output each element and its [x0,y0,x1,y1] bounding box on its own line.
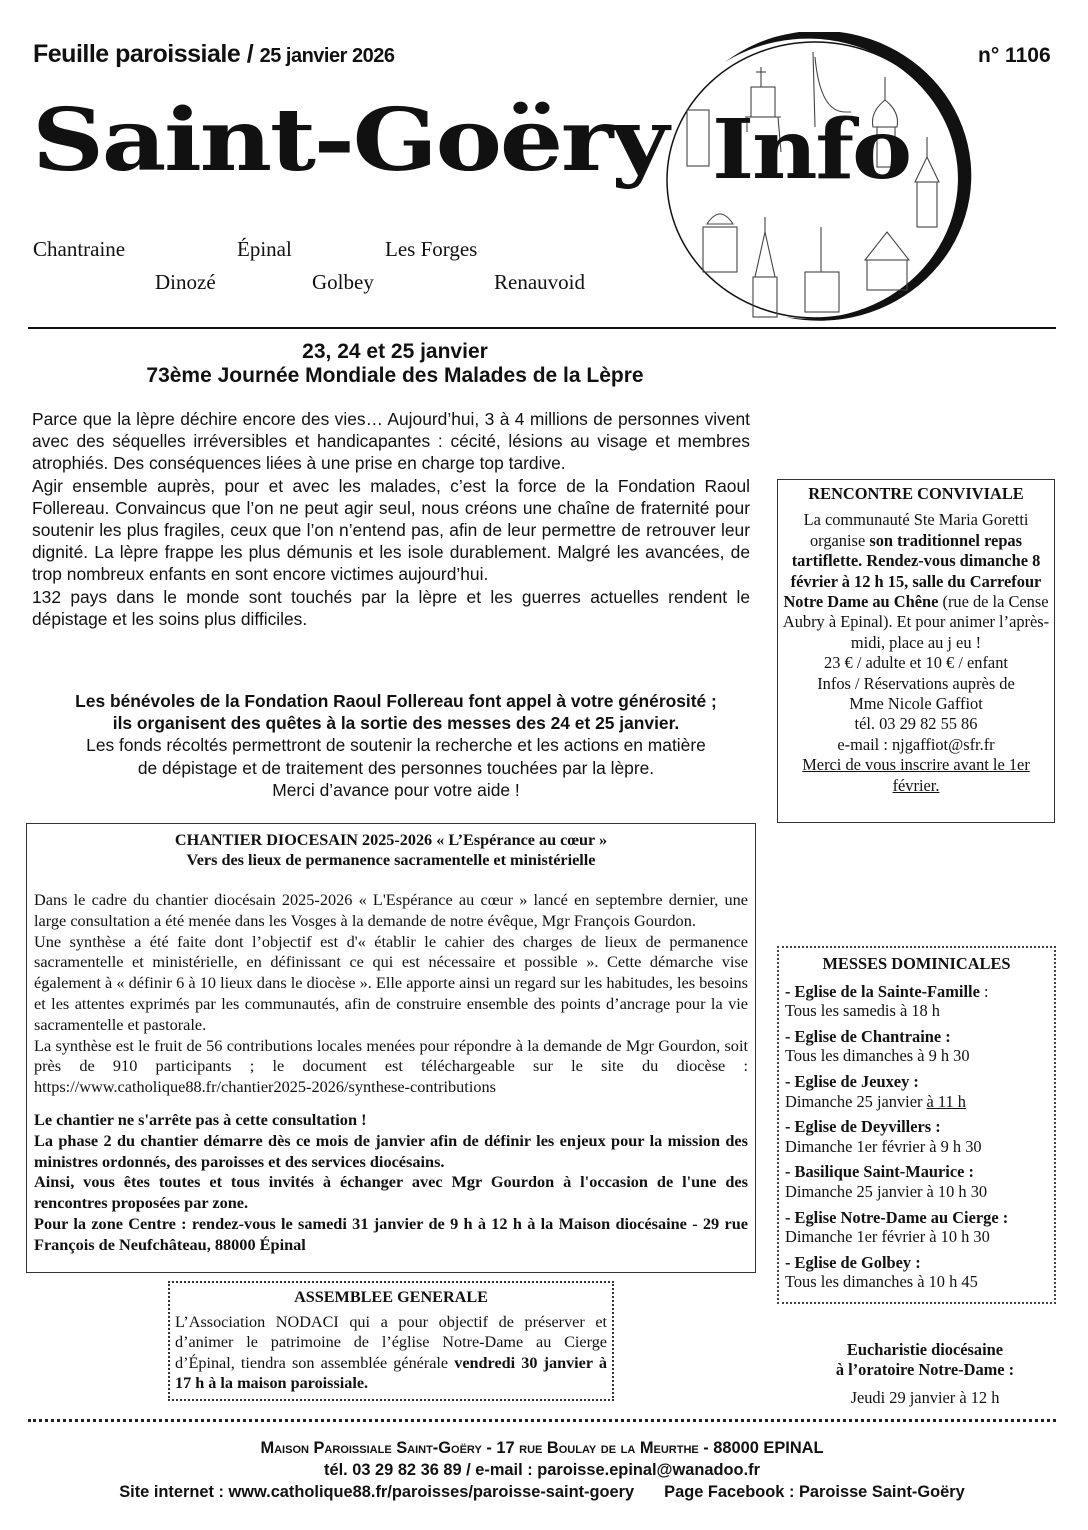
appeal-line: Merci d’avance pour votre aide ! [272,779,520,800]
lepre-paragraph: Parce que la lèpre déchire encore des vies… Aujourd’hui, 3 à 4 millions de personnes vivent avec des séquelles irréversibles et handicapantes : cécité, lésions au visage et membres atrophiés. Des conséquences liées à une prise en charge top tardive. [32,409,750,474]
chantier-paragraph: Dans le cadre du chantier diocésain 2025-2026 « L'Espérance au cœur » lancé en septembre dernier, une large consultation a été menée dans les Vosges à la demande de notre évêque, Mgr François Gourdon. [34,890,748,930]
mass-item [785,1162,1048,1201]
messes-heading: MESSES DOMINICALES [822,954,1011,973]
chantier-heading-subtitle: Vers des lieux de permanence sacramentelle et ministérielle [186,851,596,869]
chantier-bold-paragraph: Pour la zone Centre : rendez-vous le samedi 31 janvier de 9 h à 12 h à la Maison diocésaine - 29 rue François de Neufchâteau, 88000 Épinal [34,1213,748,1254]
assemblee-date: vendredi 30 janvier à 17 h à la maison paroissiale. [175,1353,607,1393]
eucharistie-heading: Eucharistie diocésaine [846,1340,1004,1359]
appeal-line: de dépistage et de traitement des personnes touchées par la lèpre. [137,757,655,778]
rencontre-deadline: Merci de vous inscrire avant le 1er février. [802,755,1030,795]
publication-label: Feuille paroissiale / [33,40,254,68]
mass-item [785,1117,1048,1156]
assemblee-description: L’Association NODACI qui a pour objectif de préserver et d’animer le patrimoine de l’église Notre-Dame au Cierge d’Épinal, tiendra son assemblée générale [175,1312,607,1372]
mass-time: Dimanche 1er février à 10 h 30 [785,1227,990,1247]
issue-number: n° 1106 [978,44,1051,67]
rencontre-heading: RENCONTRE CONVIVIALE [808,484,1024,503]
lepre-article [32,408,750,630]
assemblee-text [175,1312,607,1394]
mass-time: Dimanche 1er février à 9 h 30 [785,1136,982,1156]
assemblee-heading: ASSEMBLEE GENERALE [294,1288,488,1306]
footer-address: Maison Paroissiale Saint-Goëry - 17 rue Boulay de la Meurthe - 88000 EPINAL [260,1439,824,1457]
mass-item [785,1072,1048,1111]
mass-item [785,982,1048,1021]
town-epinal: Épinal [237,237,292,261]
mass-time: Tous les dimanches à 9 h 30 [785,1046,970,1066]
rencontre-phone: tél. 03 29 82 55 86 [854,714,978,734]
town-chantraine: Chantraine [33,237,126,261]
footer-divider [28,1419,1056,1422]
rencontre-conviviale-box [777,479,1055,823]
publication-line [33,40,394,69]
mass-time-highlight: à 11 h [926,1091,966,1111]
mass-church: - Basilique Saint-Maurice : [785,1162,974,1182]
rencontre-location-note: (rue de la Cense Aubry à Epinal). Et pour animer l’après-midi, place au j eu ! [782,592,1050,652]
lepre-appeal [28,690,764,801]
rencontre-description [782,510,1050,653]
chantier-heading [34,830,748,870]
eucharistie-time: Jeudi 29 janvier à 12 h [850,1388,1000,1407]
lepre-heading [30,340,760,388]
footer-website-link[interactable]: Site internet : www.catholique88.fr/paroisses/paroisse-saint-goery [119,1483,635,1501]
mass-church: - Eglise de Deyvillers : [785,1117,941,1137]
town-golbey: Golbey [312,270,374,294]
mass-time: Tous les dimanches à 10 h 45 [785,1272,978,1292]
mass-church: - Eglise de la Sainte-Famille : [785,981,989,1001]
mass-church: - Eglise Notre-Dame au Cierge : [785,1207,1009,1227]
mass-time: Tous les samedis à 18 h [785,1001,940,1021]
rencontre-price: 23 € / adulte et 10 € / enfant [824,653,1008,673]
rencontre-email[interactable]: e-mail : njgaffiot@sfr.fr [837,734,995,754]
rencontre-event-details: son traditionnel repas tartiflette. Rendez-vous dimanche 8 février à 12 h 15, salle du Carrefour Notre Dame au Chêne [783,530,1042,612]
mass-item [785,1253,1048,1292]
chantier-bold-paragraph: Ainsi, vous êtes toutes et tous invités à échanger avec Mgr Gourdon à l'occasion de l'une des rencontres proposées par zone. [34,1172,748,1213]
eucharistie-place: à l’oratoire Notre-Dame : [835,1360,1015,1379]
rencontre-infos: Infos / Réservations auprès de [817,673,1015,693]
footer-links [28,1481,1056,1503]
chantier-diocesain-box [26,823,756,1273]
chantier-paragraph: Une synthèse a été faite dont l’objectif est d'« établir le cahier des charges de lieux de permanence sacramentelle et ministérielle, en définissant ce qui est nécessaire et possible ». Cette démarche vise également à « définir 6 à 10 lieux dans le diocèse ». Elle apporte ainsi un regard sur les habitudes, les besoins et les attentes exprimés par les communautés, afin de construire ensemble des points d’ancrage pour la vie sacramentelle et pastorale. [34,931,748,1034]
rencontre-contact: Mme Nicole Gaffiot [849,694,983,714]
footer-facebook-link[interactable]: Page Facebook : Paroisse Saint-Goëry [664,1483,965,1501]
chantier-bold-paragraph: Le chantier ne s'arrête pas à cette consultation ! [34,1109,367,1129]
lepre-paragraph: Agir ensemble auprès, pour et avec les malades, c’est la force de la Fondation Raoul Follereau. Convaincus que l’on ne peut agir seul, nous créons une chaîne de fraternité pour soutenir les plus fragiles, ceux que l’on n’entend pas, afin de leur permettre de retrouver leur dignité. La lèpre frappe les plus démunis et les isole durablement. Malgré les avancées, de trop nombreux enfants en sont encore victimes aujourd’hui. [32,475,750,585]
mass-time: Dimanche 25 janvier [785,1091,927,1111]
appeal-line: Les fonds récoltés permettront de soutenir la recherche et les actions en matière [86,735,706,756]
rencontre-intro: La communauté Ste Maria Goretti organise [803,510,1029,550]
eucharistie-notice [790,1340,1060,1408]
mass-item [785,1027,1048,1066]
mass-church: - Eglise de Jeuxey : [785,1071,919,1091]
header-divider [28,327,1056,329]
issue-date: 25 janvier 2026 [259,45,395,67]
lepre-paragraph: 132 pays dans le monde sont touchés par la lèpre et les guerres actuelles rendent le dépistage et les soins plus difficiles. [32,586,750,629]
mass-church: - Eglise de Golbey : [785,1252,921,1272]
chantier-heading-title: CHANTIER DIOCESAIN 2025-2026 « L’Espérance au cœur » [174,831,608,849]
appeal-bold-line: Les bénévoles de la Fondation Raoul Follereau font appel à votre générosité ; [75,691,717,711]
assemblee-generale-box [168,1281,614,1401]
town-les-forges: Les Forges [385,237,478,261]
mass-item [785,1208,1048,1247]
footer-contact [28,1437,1056,1503]
town-dinoze: Dinozé [155,270,216,294]
chantier-bold-paragraph: La phase 2 du chantier démarre dès ce mois de janvier afin de définir les enjeux pour la mission des ministres ordonnés, des paroisses et des services diocésains. [34,1130,748,1171]
mass-time: Dimanche 25 janvier à 10 h 30 [785,1181,988,1201]
chantier-paragraph: La synthèse est le fruit de 56 contributions locales menées pour répondre à la demande de Mgr Gourdon, soit près de 910 participants ; le document est téléchargeable sur le site du diocèse : https://www.catholique88.fr/chantier2025-2026/synthese-contributions [34,1035,748,1097]
masthead-title: Saint-Goëry [32,90,667,191]
mass-church: - Eglise de Chantraine : [785,1026,951,1046]
messes-dominicales-box [777,946,1056,1304]
logo-info-word: Info [712,102,910,198]
footer-phone-email[interactable]: tél. 03 29 82 36 89 / e-mail : paroisse.epinal@wanadoo.fr [324,1461,760,1479]
lepre-heading-title: 73ème Journée Mondiale des Malades de la Lèpre [146,364,644,387]
town-renauvoid: Renauvoid [494,270,585,294]
appeal-bold-line: ils organisent des quêtes à la sortie des messes des 24 et 25 janvier. [112,713,680,734]
lepre-heading-dates: 23, 24 et 25 janvier [302,340,488,363]
